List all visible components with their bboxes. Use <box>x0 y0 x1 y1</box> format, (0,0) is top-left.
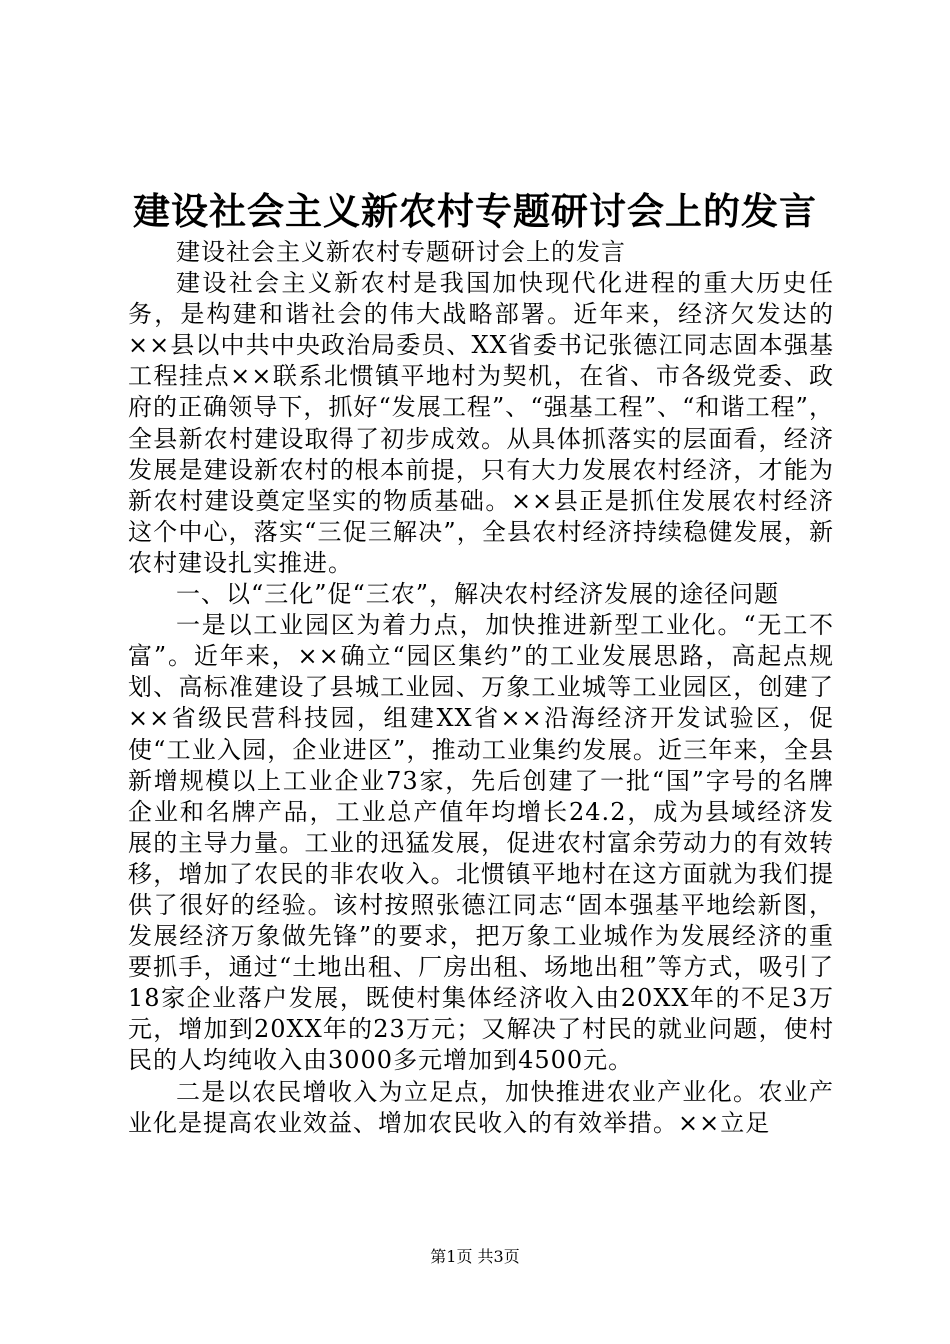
paragraph-industrialization: 一是以工业园区为着力点，加快推进新型工业化。“无工不富”。近年来，××确立“园区集约”的工业发展思路，高起点规划、高标准建设了县城工业园、万象工业城等工业园区，创建了××省级民营科技园，组建XX省××沿海经济开发试验区，促使“工业入园，企业进区”，推动工业集约发展。近三年来，全县新增规模以上工业企业73家，先后创建了一批“国”字号的名牌企业和名牌产品，工业总产值年均增长24.2，成为县域经济发展的主导力量。工业的迅猛发展，促进农村富余劳动力的有效转移，增加了农民的非农收入。北惯镇平地村在这方面就为我们提供了很好的经验。该村按照张德江同志“固本强基平地绘新图，发展经济万象做先锋”的要求，把万象工业城作为发展经济的重要抓手，通过“土地出租、厂房出租、场地出租”等方式，吸引了18家企业落户发展，既使村集体经济收入由20XX年的不足3万元，增加到20XX年的23万元；又解决了村民的就业问题，使村民的人均纯收入由3000多元增加到4500元。 <box>128 611 834 1075</box>
paragraph-subtitle: 建设社会主义新农村专题研讨会上的发言 <box>176 238 626 266</box>
document-body <box>128 237 834 1139</box>
document-title: 建设社会主义新农村专题研讨会上的发言 <box>133 189 817 233</box>
section-heading-1: 一、以“三化”促“三农”，解决农村经济发展的途径问题 <box>176 580 780 609</box>
paragraph-agriculture: 二是以农民增收入为立足点，加快推进农业产业化。农业产业化是提高农业效益、增加农民收入的有效举措。××立足 <box>128 1077 834 1137</box>
page-footer: 第1页 共3页 <box>430 1247 520 1266</box>
paragraph-intro: 建设社会主义新农村是我国加快现代化进程的重大历史任务，是构建和谐社会的伟大战略部署。近年来，经济欠发达的××县以中共中央政治局委员、XX省委书记张德江同志固本强基工程挂点××联系北惯镇平地村为契机，在省、市各级党委、政府的正确领导下，抓好“发展工程”、“强基工程”、“和谐工程”，全县新农村建设取得了初步成效。从具体抓落实的层面看，经济发展是建设新农村的根本前提，只有大力发展农村经济，才能为新农村建设奠定坚实的物质基础。××县正是抓住发展农村经济这个中心，落实“三促三解决”，全县农村经济持续稳健发展，新农村建设扎实推进。 <box>128 269 834 577</box>
